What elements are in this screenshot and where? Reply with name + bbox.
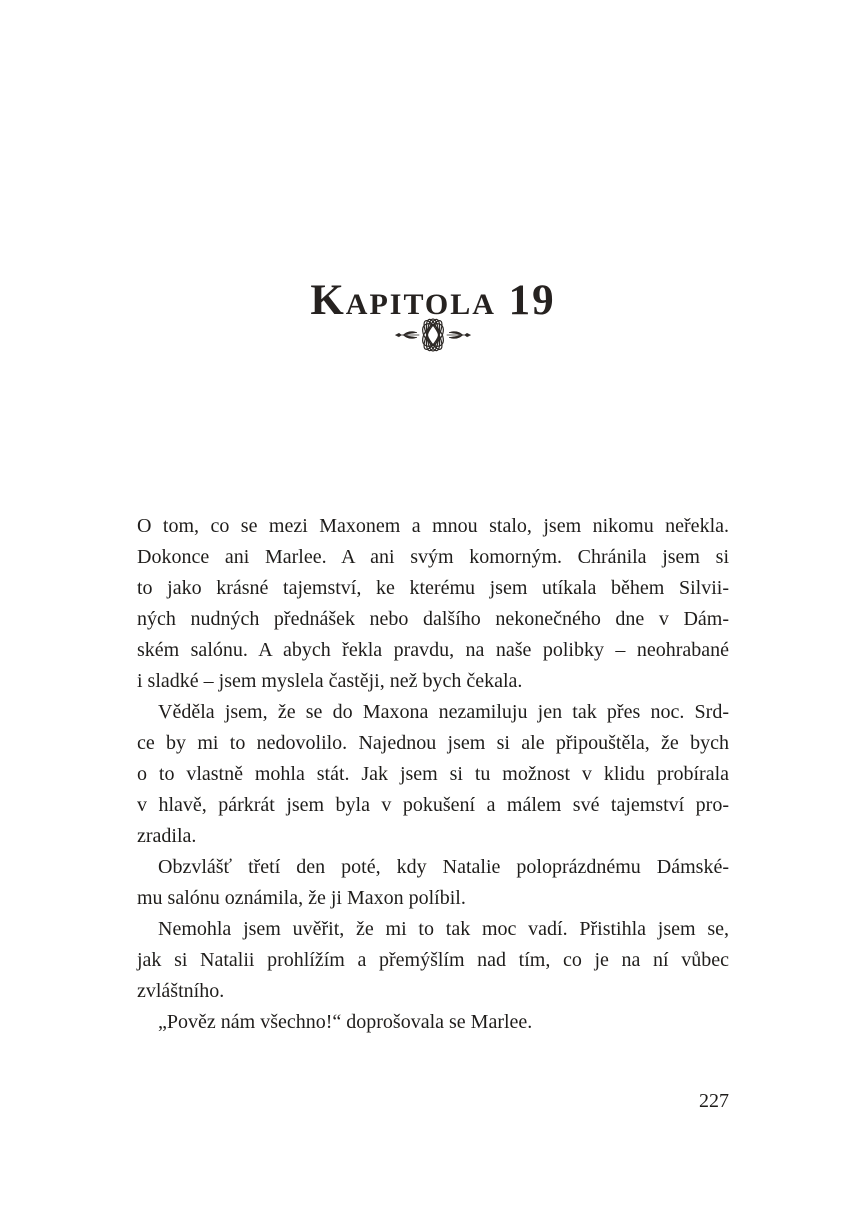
text-line: Obzvlášť třetí den poté, kdy Natalie poloprázdnému Dámské- bbox=[158, 856, 729, 878]
text-line: „Pověz nám všechno!“ doprošovala se Marlee. bbox=[158, 1011, 533, 1033]
text-line: Nemohla jsem uvěřit, že mi to tak moc vadí. Přistihla jsem se, bbox=[158, 918, 729, 940]
body-text bbox=[137, 511, 729, 1038]
paragraph bbox=[137, 914, 729, 1007]
text-line: Věděla jsem, že se do Maxona nezamiluju jen tak přes noc. Srd- bbox=[158, 701, 729, 723]
fleuron-icon bbox=[394, 316, 472, 354]
text-line: i sladké – jsem myslela častěji, než bych čekala. bbox=[137, 670, 523, 692]
text-line: O tom, co se mezi Maxonem a mnou stalo, jsem nikomu neřekla. bbox=[137, 515, 729, 537]
paragraph bbox=[137, 1007, 729, 1038]
text-line: ce by mi to nedovolilo. Najednou jsem si ale připouštěla, že bych bbox=[137, 732, 729, 754]
text-line: Dokonce ani Marlee. A ani svým komorným. Chránila jsem si bbox=[137, 546, 729, 568]
text-line: v hlavě, párkrát jsem byla v pokušení a málem své tajemství pro- bbox=[137, 794, 729, 816]
chapter-title: Kapitola 19 bbox=[310, 276, 556, 324]
page-number: 227 bbox=[699, 1090, 729, 1112]
ornament-divider bbox=[137, 316, 729, 354]
text-line: mu salónu oznámila, že ji Maxon políbil. bbox=[137, 887, 466, 909]
text-line: zvláštního. bbox=[137, 980, 225, 1002]
text-line: ském salónu. A abych řekla pravdu, na naše polibky – neohrabané bbox=[137, 639, 729, 661]
paragraph bbox=[137, 697, 729, 852]
paragraph bbox=[137, 852, 729, 914]
text-line: jak si Natalii prohlížím a přemýšlím nad tím, co je na ní vůbec bbox=[137, 949, 729, 971]
text-line: o to vlastně mohla stát. Jak jsem si tu možnost v klidu probírala bbox=[137, 763, 729, 785]
text-line: zradila. bbox=[137, 825, 197, 847]
paragraph bbox=[137, 511, 729, 697]
text-line: ných nudných přednášek nebo dalšího nekonečného dne v Dám- bbox=[137, 608, 729, 630]
text-line: to jako krásné tajemství, ke kterému jsem utíkala během Silvii- bbox=[137, 577, 729, 599]
